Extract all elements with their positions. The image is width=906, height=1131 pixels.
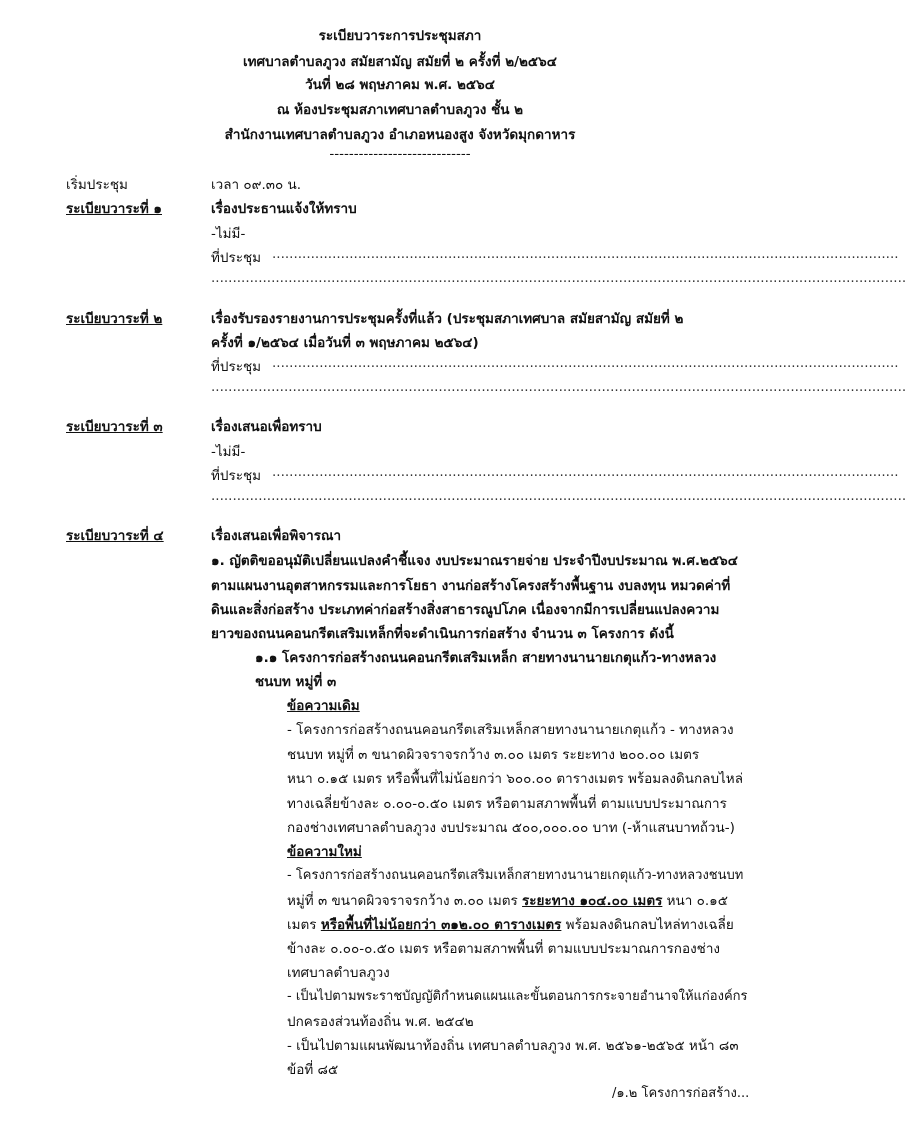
- agenda-4-para-line-2: ตามแผนงานอุตสาหกรรมและการโยธา งานก่อสร้างโครงสร้างพื้นฐาน งบลงทุน หมวดค่าที่: [211, 578, 731, 594]
- agenda-3-dots-2: ..................................................................................................................................................................: [211, 488, 906, 504]
- new-length-highlight: ระยะทาง ๑๐๔.๐๐ เมตร: [522, 893, 663, 909]
- plan-ref-line-1: - เป็นไปตามแผนพัฒนาท้องถิ่น เทศบาลตำบลภูวง พ.ศ. ๒๕๖๑-๒๕๖๕ หน้า ๘๓: [287, 1038, 739, 1054]
- new-text-heading: ข้อความใหม่: [287, 844, 362, 860]
- law-ref-line-2: ปกครองส่วนท้องถิ่น พ.ศ. ๒๕๔๒: [287, 1014, 474, 1030]
- agenda-4-label: ระเบียบวาระที่ ๔: [66, 528, 164, 544]
- new-text-line-5: เทศบาลตำบลภูวง: [287, 965, 390, 981]
- agenda-4-title: เรื่องเสนอเพื่อพิจารณา: [211, 528, 342, 544]
- law-ref-line-1: - เป็นไปตามพระราชบัญญัติกำหนดแผนและขั้นตอนการกระจายอำนาจให้แก่องค์กร: [287, 989, 748, 1004]
- agenda-2-title-line-1: เรื่องรับรองรายงานการประชุมครั้งที่แล้ว (ประชุมสภาเทศบาล สมัยสามัญ สมัยที่ ๒: [211, 311, 684, 327]
- old-text-line-3: หนา ๐.๑๕ เมตร หรือพื้นที่ไม่น้อยกว่า ๖๐๐.๐๐ ตารางเมตร พร้อมลงดินกลบไหล่: [287, 771, 743, 787]
- new-text-line-2-a: หมู่ที่ ๓ ขนาดผิวจราจรกว้าง ๓.๐๐ เมตร: [287, 893, 523, 909]
- new-text-line-3: [287, 913, 734, 935]
- agenda-3-dots-1: ..................................................................................................................................................: [272, 464, 899, 480]
- header-line-5: สำนักงานเทศบาลตำบลภูวง อำเภอหนองสูง จังหวัดมุกดาหาร: [224, 127, 576, 143]
- agenda-2-label: ระเบียบวาระที่ ๒: [66, 311, 163, 327]
- header-divider: -----------------------------: [329, 146, 471, 162]
- agenda-1-none: -ไม่มี-: [211, 226, 246, 242]
- project-1-1-title-line-2: ชนบท หมู่ที่ ๓: [255, 674, 337, 690]
- new-text-line-3-a: เมตร: [287, 917, 321, 933]
- agenda-2-dots-1: ..................................................................................................................................................: [272, 355, 899, 371]
- header-line-2: เทศบาลตำบลภูวง สมัยสามัญ สมัยที่ ๒ ครั้งที่ ๒/๒๕๖๔: [243, 54, 557, 70]
- start-time: เวลา ๐๙.๓๐ น.: [211, 177, 302, 193]
- header-line-4: ณ ห้องประชุมสภาเทศบาลตำบลภูวง ชั้น ๒: [276, 102, 524, 118]
- start-label: เริ่มประชุม: [66, 177, 128, 193]
- agenda-1-dots-2: ..................................................................................................................................................................: [211, 270, 906, 286]
- new-text-line-2-c: หนา ๐.๑๕: [662, 893, 728, 909]
- agenda-2-title-line-2: ครั้งที่ ๑/๒๕๖๔ เมื่อวันที่ ๓ พฤษภาคม ๒๕๖๔): [211, 335, 479, 351]
- continuation-note: /๑.๒ โครงการก่อสร้าง...: [612, 1086, 750, 1101]
- agenda-4-para-line-3: ดินและสิ่งก่อสร้าง ประเภทค่าก่อสร้างสิ่งสาธารณูปโภค เนื่องจากมีการเปลี่ยนแปลงความ: [211, 602, 720, 618]
- agenda-1-label: ระเบียบวาระที่ ๑: [66, 201, 162, 217]
- new-text-line-2: [287, 889, 728, 911]
- agenda-3-meeting: ที่ประชุม: [211, 468, 262, 484]
- agenda-2-meeting: ที่ประชุม: [211, 359, 262, 375]
- agenda-3-title: เรื่องเสนอเพื่อทราบ: [211, 419, 322, 435]
- new-area-highlight: หรือพื้นที่ไม่น้อยกว่า ๓๑๒.๐๐ ตารางเมตร: [320, 917, 562, 933]
- agenda-3-label: ระเบียบวาระที่ ๓: [66, 419, 163, 435]
- old-text-heading: ข้อความเดิม: [287, 698, 360, 714]
- old-text-line-1: - โครงการก่อสร้างถนนคอนกรีตเสริมเหล็กสายทางนานายเกตุแก้ว - ทางหลวง: [287, 722, 734, 738]
- new-text-line-1: - โครงการก่อสร้างถนนคอนกรีตเสริมเหล็กสายทางนานายเกตุแก้ว-ทางหลวงชนบท: [287, 868, 744, 883]
- new-text-line-3-c: พร้อมลงดินกลบไหล่ทางเฉลี่ย: [561, 917, 734, 933]
- old-text-line-4: ทางเฉลี่ยข้างละ ๐.๐๐-๐.๕๐ เมตร หรือตามสภาพพื้นที่ ตามแบบประมาณการ: [287, 796, 727, 812]
- new-text-line-4: ข้างละ ๐.๐๐-๐.๕๐ เมตร หรือตามสภาพพื้นที่ ตามแบบประมาณการกองช่าง: [287, 941, 721, 957]
- agenda-1-dots-1: ..................................................................................................................................................: [272, 246, 899, 262]
- header-line-3: วันที่ ๒๘ พฤษภาคม พ.ศ. ๒๕๖๔: [305, 77, 495, 93]
- project-1-1-title-line-1: ๑.๑ โครงการก่อสร้างถนนคอนกรีตเสริมเหล็ก สายทางนานายเกตุแก้ว-ทางหลวง: [255, 650, 717, 666]
- agenda-3-none: -ไม่มี-: [211, 444, 246, 460]
- agenda-1-title: เรื่องประธานแจ้งให้ทราบ: [211, 201, 357, 217]
- old-text-line-2: ชนบท หมู่ที่ ๓ ขนาดผิวจราจรกว้าง ๓.๐๐ เมตร ระยะทาง ๒๐๐.๐๐ เมตร: [287, 747, 700, 763]
- agenda-1-meeting: ที่ประชุม: [211, 250, 262, 266]
- agenda-4-para-line-1: ๑. ญัตติขออนุมัติเปลี่ยนแปลงคำชี้แจง งบประมาณรายจ่าย ประจำปีงบประมาณ พ.ศ.๒๕๖๔: [211, 553, 738, 569]
- old-text-line-5: กองช่างเทศบาลตำบลภูวง งบประมาณ ๕๐๐,๐๐๐.๐๐ บาท (-ห้าแสนบาทถ้วน-): [287, 820, 735, 836]
- agenda-4-para-line-4: ยาวของถนนคอนกรีตเสริมเหล็กที่จะดำเนินการก่อสร้าง จำนวน ๓ โครงการ ดังนี้: [211, 626, 674, 642]
- header-line-1: ระเบียบวาระการประชุมสภา: [318, 28, 482, 44]
- agenda-2-dots-2: ..................................................................................................................................................................: [211, 379, 906, 395]
- plan-ref-line-2: ข้อที่ ๘๕: [287, 1062, 339, 1078]
